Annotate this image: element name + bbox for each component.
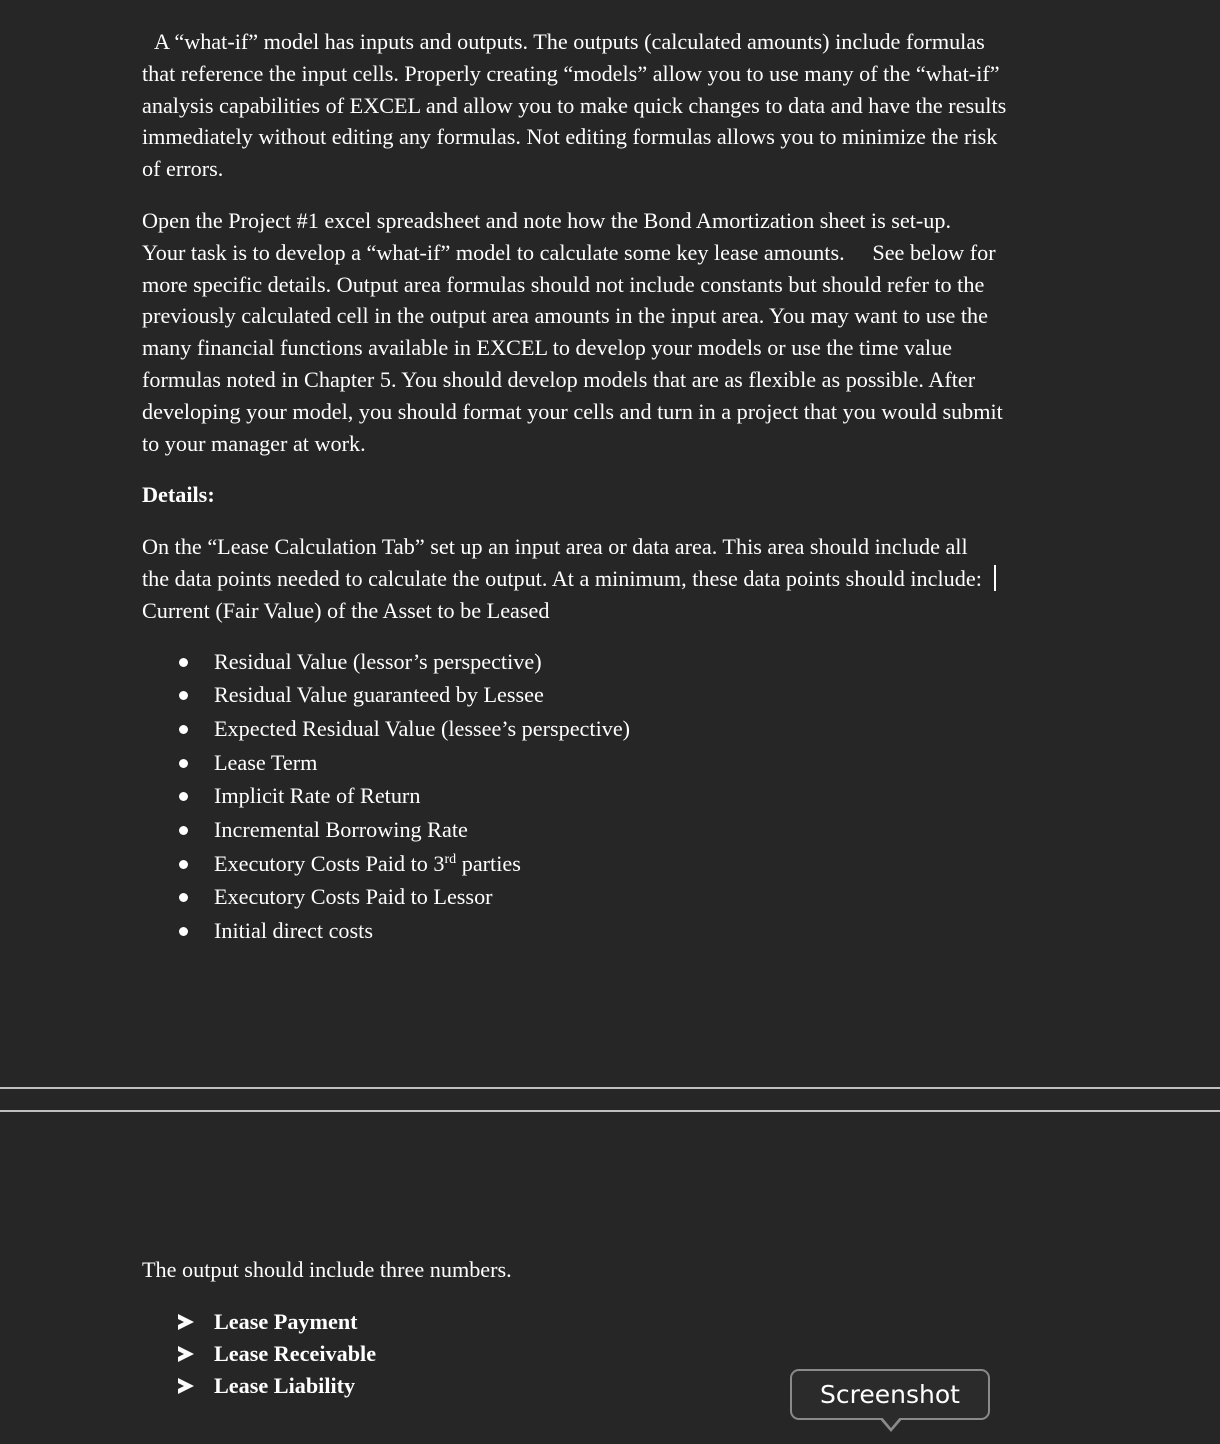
list-item bbox=[142, 746, 1092, 780]
task-line: previously calculated cell in the output area amounts in the input area. You may want to use the bbox=[142, 303, 988, 329]
list-item-text: Initial direct costs bbox=[214, 918, 373, 944]
list-item-suffix: parties bbox=[456, 850, 521, 876]
task-line: formulas noted in Chapter 5. You should develop models that are as flexible as possible. After bbox=[142, 366, 976, 392]
list-item bbox=[142, 678, 1092, 712]
intro-line: immediately without editing any formulas. Not editing formulas allows you to minimize the risk bbox=[142, 124, 998, 150]
list-item bbox=[142, 1306, 1042, 1338]
details-line-text: the data points needed to calculate the output. At a minimum, these data points should include: bbox=[142, 565, 982, 591]
list-item bbox=[142, 847, 1092, 881]
list-item bbox=[142, 813, 1092, 847]
details-heading: Details: bbox=[142, 482, 215, 508]
text-cursor bbox=[994, 565, 996, 591]
intro-line: that reference the input cells. Properly creating “models” allow you to use many of the “what-if” bbox=[142, 60, 1000, 86]
task-line: more specific details. Output area formulas should not include constants but should refer to the bbox=[142, 271, 985, 297]
task-paragraph bbox=[142, 205, 1092, 459]
screenshot-tooltip[interactable]: Screenshot bbox=[790, 1369, 990, 1420]
bullet-icon bbox=[179, 860, 188, 869]
intro-line: of errors. bbox=[142, 156, 224, 182]
list-item-text: Residual Value (lessor’s perspective) bbox=[214, 648, 542, 674]
superscript: rd bbox=[444, 851, 457, 867]
list-item-text: Lease Payment bbox=[214, 1308, 358, 1334]
list-item bbox=[142, 779, 1092, 813]
details-line: On the “Lease Calculation Tab” set up an input area or data area. This area should include all bbox=[142, 534, 968, 560]
list-item-text: Incremental Borrowing Rate bbox=[214, 817, 468, 843]
list-item bbox=[142, 1338, 1042, 1370]
task-line: to your manager at work. bbox=[142, 430, 366, 456]
list-item-text: Residual Value guaranteed by Lessee bbox=[214, 682, 544, 708]
bullet-icon bbox=[179, 658, 188, 667]
bullet-icon bbox=[179, 691, 188, 700]
data-points-list bbox=[142, 645, 1092, 948]
task-line: many financial functions available in EXCEL to develop your models or use the time value bbox=[142, 335, 953, 361]
list-item-text: Executory Costs Paid to 3 bbox=[214, 850, 445, 876]
intro-paragraph bbox=[142, 26, 1092, 185]
list-item bbox=[142, 880, 1092, 914]
task-line: Open the Project #1 excel spreadsheet and note how the Bond Amortization sheet is set-up. bbox=[142, 207, 952, 233]
list-item bbox=[142, 914, 1092, 948]
list-item-text: Executory Costs Paid to Lessor bbox=[214, 884, 493, 910]
list-item bbox=[142, 645, 1092, 679]
details-paragraph bbox=[142, 531, 1092, 626]
arrow-bullet-icon bbox=[178, 1378, 194, 1394]
bullet-icon bbox=[179, 725, 188, 734]
list-item-text: Lease Liability bbox=[214, 1372, 356, 1398]
output-intro: The output should include three numbers. bbox=[142, 1257, 512, 1282]
list-item bbox=[142, 712, 1092, 746]
divider bbox=[0, 1087, 1220, 1089]
details-line: Current (Fair Value) of the Asset to be Leased bbox=[142, 597, 550, 623]
bullet-icon bbox=[179, 893, 188, 902]
list-item-text: Implicit Rate of Return bbox=[214, 783, 421, 809]
list-item-text: Expected Residual Value (lessee’s perspective) bbox=[214, 715, 631, 741]
divider bbox=[0, 1110, 1220, 1112]
task-line: developing your model, you should format your cells and turn in a project that you would submit bbox=[142, 398, 1003, 424]
intro-line: analysis capabilities of EXCEL and allow you to make quick changes to data and have the results bbox=[142, 92, 1007, 118]
bullet-icon bbox=[179, 792, 188, 801]
intro-line: A “what-if” model has inputs and outputs. The outputs (calculated amounts) include formulas bbox=[154, 29, 985, 54]
bullet-icon bbox=[179, 927, 188, 936]
tooltip-pointer bbox=[879, 1418, 903, 1432]
list-item-text: Lease Receivable bbox=[214, 1340, 377, 1366]
bullet-icon bbox=[179, 826, 188, 835]
arrow-bullet-icon bbox=[178, 1314, 194, 1330]
document-page bbox=[142, 26, 1092, 948]
bullet-icon bbox=[179, 759, 188, 768]
task-line: Your task is to develop a “what-if” model to calculate some key lease amounts. See below for bbox=[142, 239, 996, 265]
list-item-text: Lease Term bbox=[214, 749, 318, 775]
arrow-bullet-icon bbox=[178, 1346, 194, 1362]
details-line bbox=[142, 563, 1092, 595]
